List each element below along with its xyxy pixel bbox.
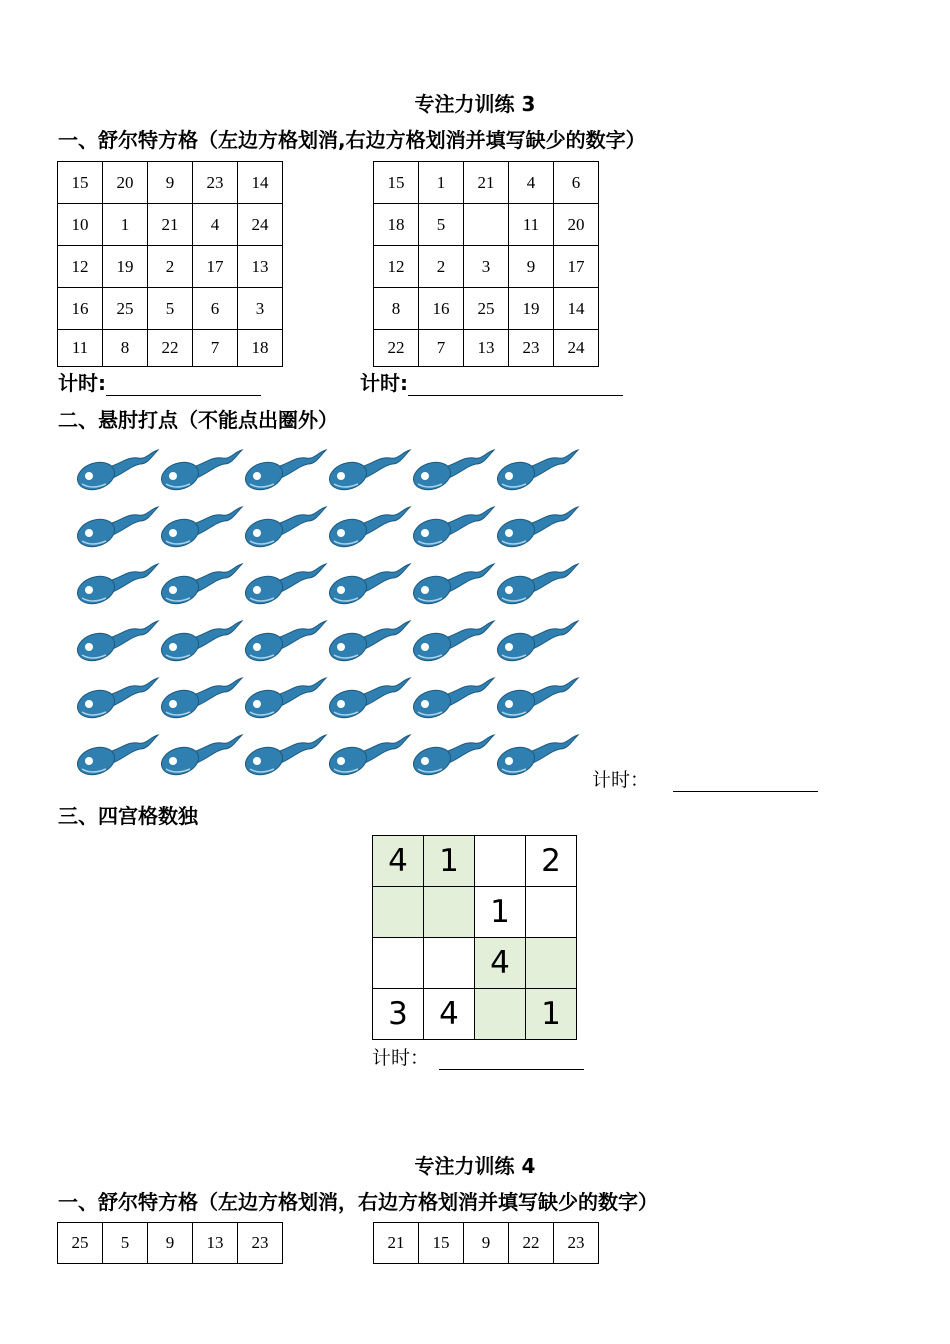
- grid-cell[interactable]: 5: [419, 204, 464, 246]
- schulte-grid-left-4: [57, 1222, 283, 1264]
- tadpole-icon: [326, 507, 410, 551]
- sudoku-cell[interactable]: [475, 836, 526, 887]
- tadpole-icon: [242, 621, 326, 665]
- tadpole-icon: [242, 564, 326, 608]
- grid-cell[interactable]: 9: [464, 1223, 509, 1264]
- grid-cell[interactable]: 7: [419, 330, 464, 367]
- grid-cell[interactable]: 20: [103, 162, 148, 204]
- tadpole-icon: [242, 507, 326, 551]
- tadpole-icon: [410, 507, 494, 551]
- tadpole-icon: [410, 621, 494, 665]
- sudoku-cell[interactable]: [475, 989, 526, 1040]
- timer-tadpole-label: 计时：: [592, 769, 650, 791]
- section-3-title: 专注力训练 3: [414, 92, 536, 116]
- timer-sudoku-blank[interactable]: [439, 1051, 584, 1070]
- grid-cell[interactable]: 9: [148, 1223, 193, 1264]
- schulte-heading: 一、舒尔特方格（左边方格划消,右边方格划消并填写缺少的数字）: [58, 128, 646, 152]
- tadpole-icon: [74, 450, 158, 494]
- grid-cell[interactable]: 7: [193, 330, 238, 367]
- grid-cell[interactable]: 9: [148, 162, 193, 204]
- sudoku-cell[interactable]: 4: [373, 836, 424, 887]
- grid-cell[interactable]: 4: [193, 204, 238, 246]
- grid-cell[interactable]: 17: [193, 246, 238, 288]
- grid-cell[interactable]: 8: [374, 288, 419, 330]
- timer-right: [360, 367, 623, 396]
- grid-cell[interactable]: 22: [148, 330, 193, 367]
- grid-row: [58, 330, 283, 367]
- grid-cell[interactable]: 9: [509, 246, 554, 288]
- timer-tadpole-blank[interactable]: [673, 773, 818, 792]
- grid-cell[interactable]: 5: [148, 288, 193, 330]
- grid-cell[interactable]: 15: [374, 162, 419, 204]
- tadpole-icon: [494, 678, 578, 722]
- sudoku-cell[interactable]: 2: [526, 836, 577, 887]
- grid-cell[interactable]: 21: [374, 1223, 419, 1264]
- grid-cell[interactable]: 13: [238, 246, 283, 288]
- grid-cell[interactable]: 4: [509, 162, 554, 204]
- sudoku-heading: 三、四宫格数独: [58, 804, 198, 828]
- grid-cell[interactable]: 16: [419, 288, 464, 330]
- section-4-title: 专注力训练 4: [414, 1154, 536, 1178]
- tadpole-icon: [242, 735, 326, 779]
- grid-cell[interactable]: 23: [509, 330, 554, 367]
- grid-row: [374, 1223, 599, 1264]
- grid-row: [374, 330, 599, 367]
- tadpole-icon: [410, 678, 494, 722]
- sudoku-cell[interactable]: 1: [526, 989, 577, 1040]
- sudoku-cell[interactable]: 1: [475, 887, 526, 938]
- tadpole-icon: [242, 678, 326, 722]
- grid-cell[interactable]: 14: [238, 162, 283, 204]
- grid-cell[interactable]: 1: [419, 162, 464, 204]
- grid-cell[interactable]: 3: [238, 288, 283, 330]
- grid-cell[interactable]: 2: [148, 246, 193, 288]
- tadpole-icon: [74, 621, 158, 665]
- grid-row: [374, 246, 599, 288]
- tadpole-icon: [494, 621, 578, 665]
- grid-cell[interactable]: 23: [238, 1223, 283, 1264]
- tadpole-icon: [494, 507, 578, 551]
- grid-cell[interactable]: 1: [103, 204, 148, 246]
- sudoku-cell[interactable]: 4: [424, 989, 475, 1040]
- grid-cell[interactable]: 25: [103, 288, 148, 330]
- tadpole-icon: [410, 735, 494, 779]
- grid-cell[interactable]: 22: [374, 330, 419, 367]
- tadpole-icon: [158, 621, 242, 665]
- timer-right-label: 计时:: [360, 371, 408, 395]
- sudoku-grid: [372, 835, 577, 1040]
- timer-right-blank[interactable]: [408, 377, 623, 396]
- tadpole-icon: [158, 735, 242, 779]
- grid-cell[interactable]: 3: [464, 246, 509, 288]
- grid-cell[interactable]: 21: [148, 204, 193, 246]
- grid-row: [58, 162, 283, 204]
- grid-cell[interactable]: 10: [58, 204, 103, 246]
- grid-cell[interactable]: 25: [58, 1223, 103, 1264]
- timer-sudoku: [372, 1043, 584, 1070]
- grid-cell[interactable]: 20: [554, 204, 599, 246]
- schulte-grid-right: [373, 161, 599, 367]
- grid-cell[interactable]: 11: [509, 204, 554, 246]
- grid-row: [374, 288, 599, 330]
- grid-cell[interactable]: 24: [554, 330, 599, 367]
- sudoku-row: [373, 989, 577, 1040]
- tadpole-icon: [494, 564, 578, 608]
- grid-cell[interactable]: 11: [58, 330, 103, 367]
- tadpole-icon: [242, 450, 326, 494]
- timer-left-label: 计时:: [58, 371, 106, 395]
- grid-cell[interactable]: 24: [238, 204, 283, 246]
- tadpole-icon: [494, 735, 578, 779]
- grid-cell[interactable]: 6: [193, 288, 238, 330]
- timer-tadpole: [592, 765, 818, 792]
- grid-cell[interactable]: 12: [374, 246, 419, 288]
- grid-cell[interactable]: 6: [554, 162, 599, 204]
- grid-cell[interactable]: 15: [58, 162, 103, 204]
- grid-row: [58, 246, 283, 288]
- sudoku-cell[interactable]: 4: [475, 938, 526, 989]
- sudoku-cell[interactable]: [424, 938, 475, 989]
- tadpole-icon: [410, 450, 494, 494]
- sudoku-cell[interactable]: [373, 938, 424, 989]
- grid-cell[interactable]: 18: [238, 330, 283, 367]
- sudoku-row: [373, 887, 577, 938]
- grid-cell[interactable]: 23: [193, 162, 238, 204]
- tadpole-icon: [158, 564, 242, 608]
- tadpole-icon: [158, 450, 242, 494]
- grid-cell[interactable]: 2: [419, 246, 464, 288]
- tadpole-icon: [158, 507, 242, 551]
- grid-cell[interactable]: 23: [554, 1223, 599, 1264]
- grid-cell[interactable]: 8: [103, 330, 148, 367]
- tadpole-icon: [326, 450, 410, 494]
- tadpole-icon: [326, 735, 410, 779]
- schulte-grid-left: [57, 161, 283, 367]
- dotting-heading: 二、悬肘打点（不能点出圈外）: [58, 408, 338, 432]
- tadpole-icon: [74, 678, 158, 722]
- grid-cell[interactable]: [464, 204, 509, 246]
- grid-cell[interactable]: 14: [554, 288, 599, 330]
- tadpole-icon: [494, 450, 578, 494]
- sudoku-row: [373, 836, 577, 887]
- grid-row: [58, 204, 283, 246]
- timer-left-blank[interactable]: [106, 377, 261, 396]
- tadpole-icon: [410, 564, 494, 608]
- grid-cell[interactable]: 12: [58, 246, 103, 288]
- tadpole-grid: [68, 440, 588, 785]
- tadpole-icon: [326, 564, 410, 608]
- sudoku-cell[interactable]: 1: [424, 836, 475, 887]
- grid-cell[interactable]: 22: [509, 1223, 554, 1264]
- grid-cell[interactable]: 19: [509, 288, 554, 330]
- schulte-grid-right-4: [373, 1222, 599, 1264]
- grid-cell[interactable]: 15: [419, 1223, 464, 1264]
- sudoku-row: [373, 938, 577, 989]
- grid-row: [374, 162, 599, 204]
- grid-cell[interactable]: 13: [193, 1223, 238, 1264]
- grid-row: [374, 204, 599, 246]
- timer-left: [58, 367, 261, 396]
- grid-cell[interactable]: 16: [58, 288, 103, 330]
- tadpole-icon: [326, 621, 410, 665]
- grid-row: [58, 1223, 283, 1264]
- sudoku-cell[interactable]: [526, 938, 577, 989]
- grid-cell[interactable]: 5: [103, 1223, 148, 1264]
- sudoku-cell[interactable]: 3: [373, 989, 424, 1040]
- grid-cell[interactable]: 25: [464, 288, 509, 330]
- grid-cell[interactable]: 13: [464, 330, 509, 367]
- timer-sudoku-label: 计时：: [372, 1047, 430, 1069]
- schulte-heading-4: 一、舒尔特方格（左边方格划消，右边方格划消并填写缺少的数字）: [58, 1190, 658, 1214]
- sudoku-cell[interactable]: [424, 887, 475, 938]
- tadpole-icon: [74, 735, 158, 779]
- grid-row: [58, 288, 283, 330]
- grid-cell[interactable]: 17: [554, 246, 599, 288]
- sudoku-cell[interactable]: [526, 887, 577, 938]
- grid-cell[interactable]: 21: [464, 162, 509, 204]
- tadpole-icon: [158, 678, 242, 722]
- grid-cell[interactable]: 19: [103, 246, 148, 288]
- grid-cell[interactable]: 18: [374, 204, 419, 246]
- tadpole-icon: [74, 507, 158, 551]
- tadpole-icon: [326, 678, 410, 722]
- sudoku-cell[interactable]: [373, 887, 424, 938]
- tadpole-icon: [74, 564, 158, 608]
